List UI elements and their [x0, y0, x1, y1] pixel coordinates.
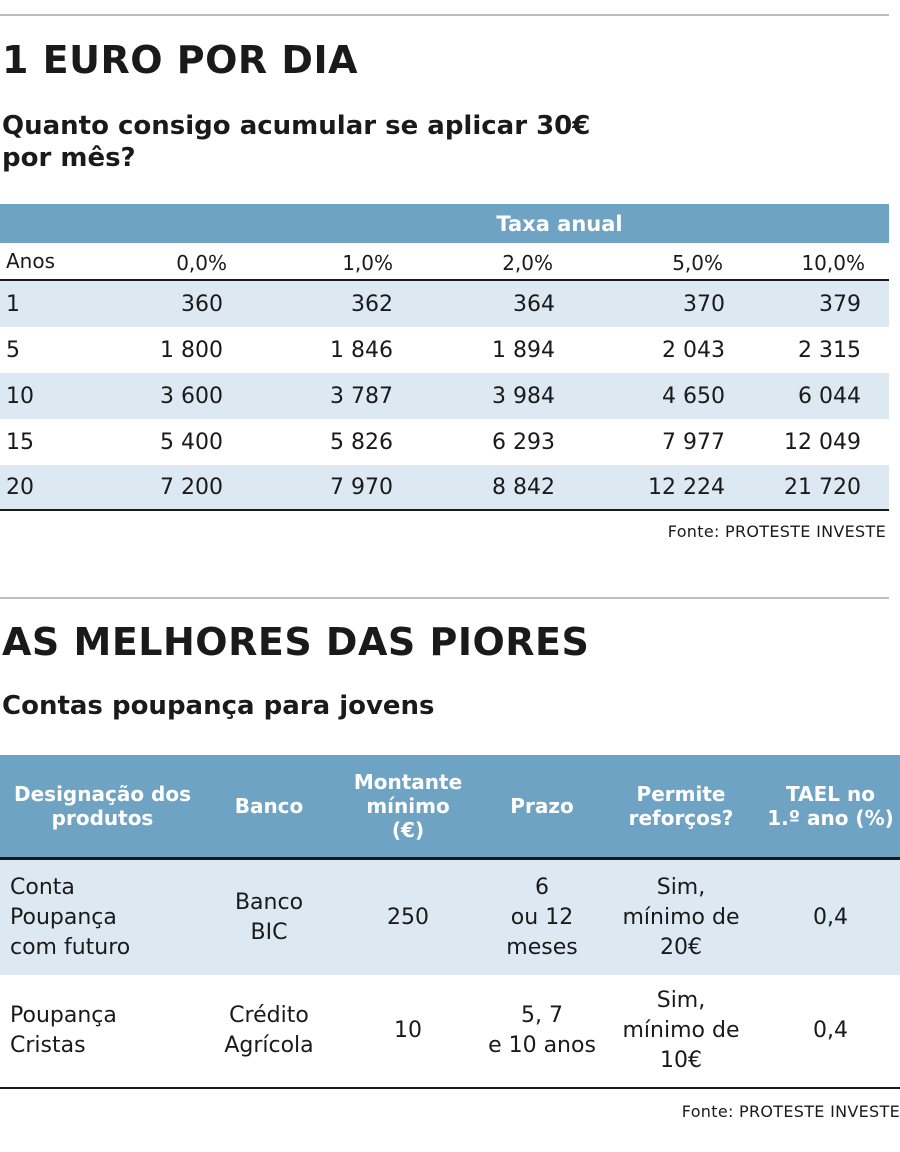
value-cell: 370 — [683, 291, 725, 317]
value-cell: 6 044 — [798, 383, 861, 409]
header-bank: Banco — [234, 794, 304, 818]
table-row — [0, 419, 889, 465]
years-cell: 20 — [6, 474, 34, 500]
header-term: Prazo — [510, 794, 574, 818]
bank-cell: Crédito Agrícola — [224, 1003, 314, 1058]
value-cell: 5 400 — [160, 429, 223, 455]
header-top-ups: Permite reforços? — [628, 782, 734, 830]
value-cell: 362 — [351, 291, 393, 317]
years-cell: 15 — [6, 429, 34, 455]
product-cell: Conta Poupança com futuro — [10, 874, 131, 960]
value-cell: 7 970 — [330, 474, 393, 500]
value-cell: 2 315 — [798, 337, 861, 363]
table-row — [0, 281, 889, 327]
table-row — [0, 373, 889, 419]
top-ups-cell: Sim, mínimo de 10€ — [622, 988, 740, 1073]
section2-title: AS MELHORES DAS PIORES — [2, 620, 590, 664]
value-cell: 1 846 — [330, 337, 393, 363]
value-cell: 3 984 — [492, 383, 555, 409]
table-row — [0, 860, 900, 975]
term-cell: 6 ou 12 meses — [506, 874, 578, 960]
table-row — [0, 465, 889, 511]
value-cell: 1 800 — [160, 337, 223, 363]
section1-subtitle: Quanto consigo acumular se aplicar 30€ por mês? — [2, 111, 591, 173]
value-cell: 3 600 — [160, 383, 223, 409]
section1-title: 1 EURO POR DIA — [2, 38, 359, 82]
years-cell: 10 — [6, 383, 34, 409]
years-cell: 5 — [6, 337, 20, 363]
top-divider — [0, 14, 889, 16]
value-cell: 4 650 — [662, 383, 725, 409]
section2-subtitle: Contas poupança para jovens — [2, 691, 435, 721]
term-cell: 5, 7 e 10 anos — [488, 1003, 596, 1058]
header-minimum-amount: Montante mínimo (€) — [353, 770, 463, 842]
section1-source: Fonte: PROTESTE INVESTE — [667, 522, 886, 541]
years-cell: 1 — [6, 291, 20, 317]
header-tael: TAEL no 1.º ano (%) — [767, 782, 894, 830]
value-cell: 2 043 — [662, 337, 725, 363]
value-cell: 21 720 — [784, 474, 861, 500]
header-rate-0: 0,0% — [176, 251, 227, 275]
value-cell: 8 842 — [492, 474, 555, 500]
value-cell: 6 293 — [492, 429, 555, 455]
product-cell: Poupança Cristas — [10, 1003, 117, 1058]
minimum-cell: 10 — [394, 1018, 422, 1043]
savings-accounts-table — [0, 755, 900, 1089]
section2-source: Fonte: PROTESTE INVESTE — [681, 1102, 900, 1121]
annual-rate-header: Taxa anual — [0, 204, 889, 243]
table-row — [0, 975, 900, 1089]
tael-cell: 0,4 — [813, 1018, 848, 1043]
header-rate-5: 5,0% — [672, 251, 723, 275]
value-cell: 5 826 — [330, 429, 393, 455]
top-ups-cell: Sim, mínimo de 20€ — [622, 874, 740, 960]
header-years: Anos — [6, 249, 56, 273]
table-header-row — [0, 755, 900, 860]
table-row — [0, 327, 889, 373]
value-cell: 1 894 — [492, 337, 555, 363]
table-header-row — [0, 243, 889, 281]
minimum-cell: 250 — [387, 904, 429, 930]
bank-cell: Banco BIC — [234, 889, 304, 945]
header-rate-1: 1,0% — [342, 251, 393, 275]
value-cell: 7 200 — [160, 474, 223, 500]
tael-cell: 0,4 — [813, 904, 848, 930]
value-cell: 3 787 — [330, 383, 393, 409]
value-cell: 12 224 — [648, 474, 725, 500]
value-cell: 379 — [819, 291, 861, 317]
section-divider — [0, 597, 889, 599]
value-cell: 7 977 — [662, 429, 725, 455]
header-product: Designação dos produtos — [14, 782, 191, 830]
value-cell: 12 049 — [784, 429, 861, 455]
accumulation-table — [0, 204, 889, 511]
header-rate-2: 2,0% — [502, 251, 553, 275]
value-cell: 364 — [513, 291, 555, 317]
value-cell: 360 — [181, 291, 223, 317]
header-rate-10: 10,0% — [801, 251, 865, 275]
